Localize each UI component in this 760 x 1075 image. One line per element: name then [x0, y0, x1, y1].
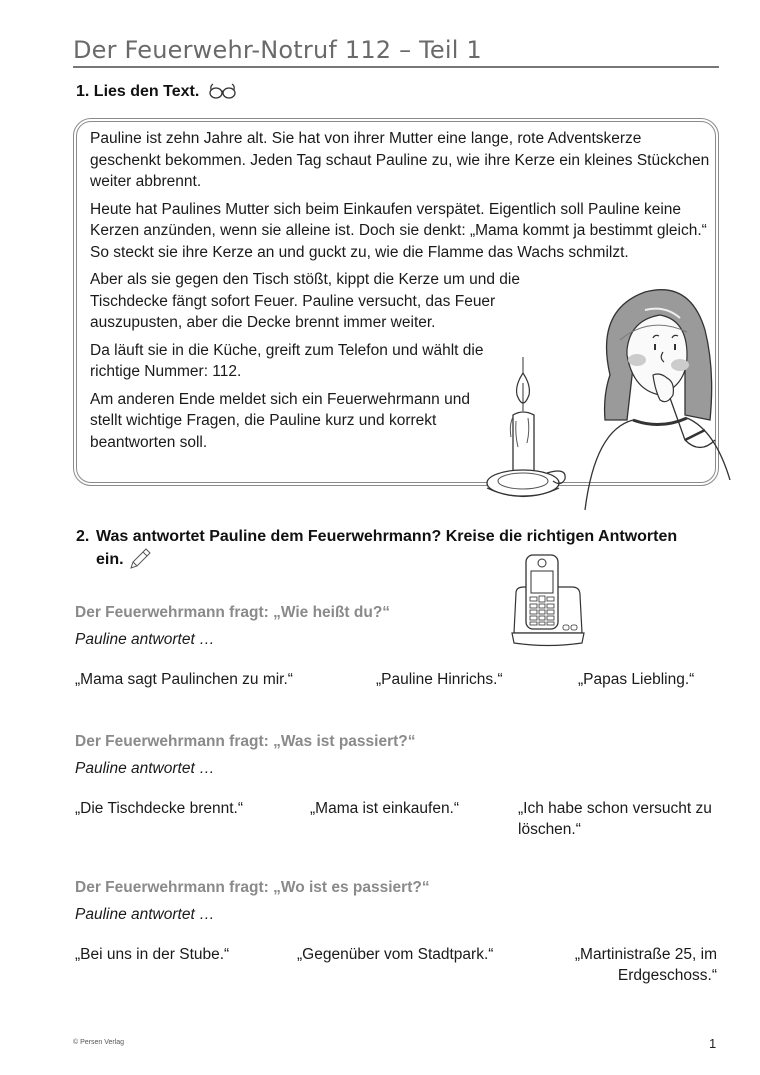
answer-options — [75, 669, 725, 713]
answer-lead: Pauline antwortet … — [75, 906, 215, 923]
pencil-icon — [128, 548, 152, 577]
glasses-icon — [208, 83, 238, 104]
task-2-text-line2: ein. — [96, 551, 124, 568]
answer-option[interactable]: „Papas Liebling.“ — [578, 671, 695, 688]
answer-lead: Pauline antwortet … — [75, 631, 215, 648]
answer-option[interactable]: „Mama ist einkaufen.“ — [310, 800, 460, 817]
page-title: Der Feuerwehr-Notruf 112 – Teil 1 — [73, 36, 482, 64]
answer-lead: Pauline antwortet … — [75, 760, 215, 777]
girl-illustration — [575, 280, 735, 515]
task-2-number: 2. — [76, 528, 90, 545]
answer-option[interactable]: „Pauline Hinrichs.“ — [376, 671, 503, 688]
answer-option[interactable]: „Die Tischdecke brennt.“ — [75, 800, 243, 817]
question-label: Der Feuerwehrmann fragt: „Was ist passiert?“ — [75, 733, 416, 750]
answer-option[interactable]: „Ich habe schon versucht zu löschen.“ — [518, 800, 712, 838]
story-paragraph: Aber als sie gegen den Tisch stößt, kippt die Kerze um und die Tischdecke fängt sofort Feuer. Pauline versucht, das Feuer auszupusten, aber die Decke brennt immer weiter. — [90, 271, 520, 331]
page-number: 1 — [709, 1036, 717, 1051]
task-1-number: 1. — [76, 83, 90, 100]
title-underline — [73, 66, 719, 68]
copyright-notice: © Persen Verlag — [73, 1039, 125, 1046]
answer-options — [75, 944, 725, 988]
question-label: Der Feuerwehrmann fragt: „Wo ist es passiert?“ — [75, 879, 430, 896]
answer-option[interactable]: „Bei uns in der Stube.“ — [75, 946, 230, 963]
answer-options — [75, 798, 725, 842]
answer-option[interactable]: „Martinistraße 25, im Erdgeschoss.“ — [574, 946, 717, 984]
question-block — [75, 733, 725, 842]
answer-option[interactable]: „Gegenüber vom Stadtpark.“ — [297, 946, 494, 963]
story-paragraph: Pauline ist zehn Jahre alt. Sie hat von ihrer Mutter eine lange, rote Adventskerze geschenkt bekommen. Jeden Tag schaut Pauline zu, wie ihre Kerze ein kleines Stückchen weiter abbrennt. — [90, 130, 710, 190]
story-paragraph: Am anderen Ende meldet sich ein Feuerwehrmann und stellt wichtige Fragen, die Pauline kurz und korrekt beantworten soll. — [90, 390, 470, 451]
candle-illustration — [485, 355, 580, 510]
story-paragraph: Heute hat Paulines Mutter sich beim Einkaufen verspätet. Eigentlich soll Pauline keine Kerzen anzünden, wenn sie alleine ist. Doch sie denkt: „Mama kommt ja bestimmt gleich.“ So steckt sie ihre Kerze an und guckt zu, wie die Flamme das Wachs schmilzt. — [90, 200, 707, 261]
question-block — [75, 879, 725, 988]
story-paragraph: Da läuft sie in die Küche, greift zum Telefon und wählt die richtige Nummer: 112. — [90, 341, 484, 380]
task-2-text-line1: Was antwortet Pauline dem Feuerwehrmann? Kreise die richtigen Antworten — [96, 528, 678, 545]
question-block — [75, 604, 725, 713]
task-2-heading — [76, 526, 726, 577]
task-1-heading — [76, 83, 238, 104]
answer-option[interactable]: „Mama sagt Paulinchen zu mir.“ — [75, 671, 293, 688]
question-label: Der Feuerwehrmann fragt: „Wie heißt du?“ — [75, 604, 391, 621]
task-1-text: Lies den Text. — [93, 83, 200, 100]
